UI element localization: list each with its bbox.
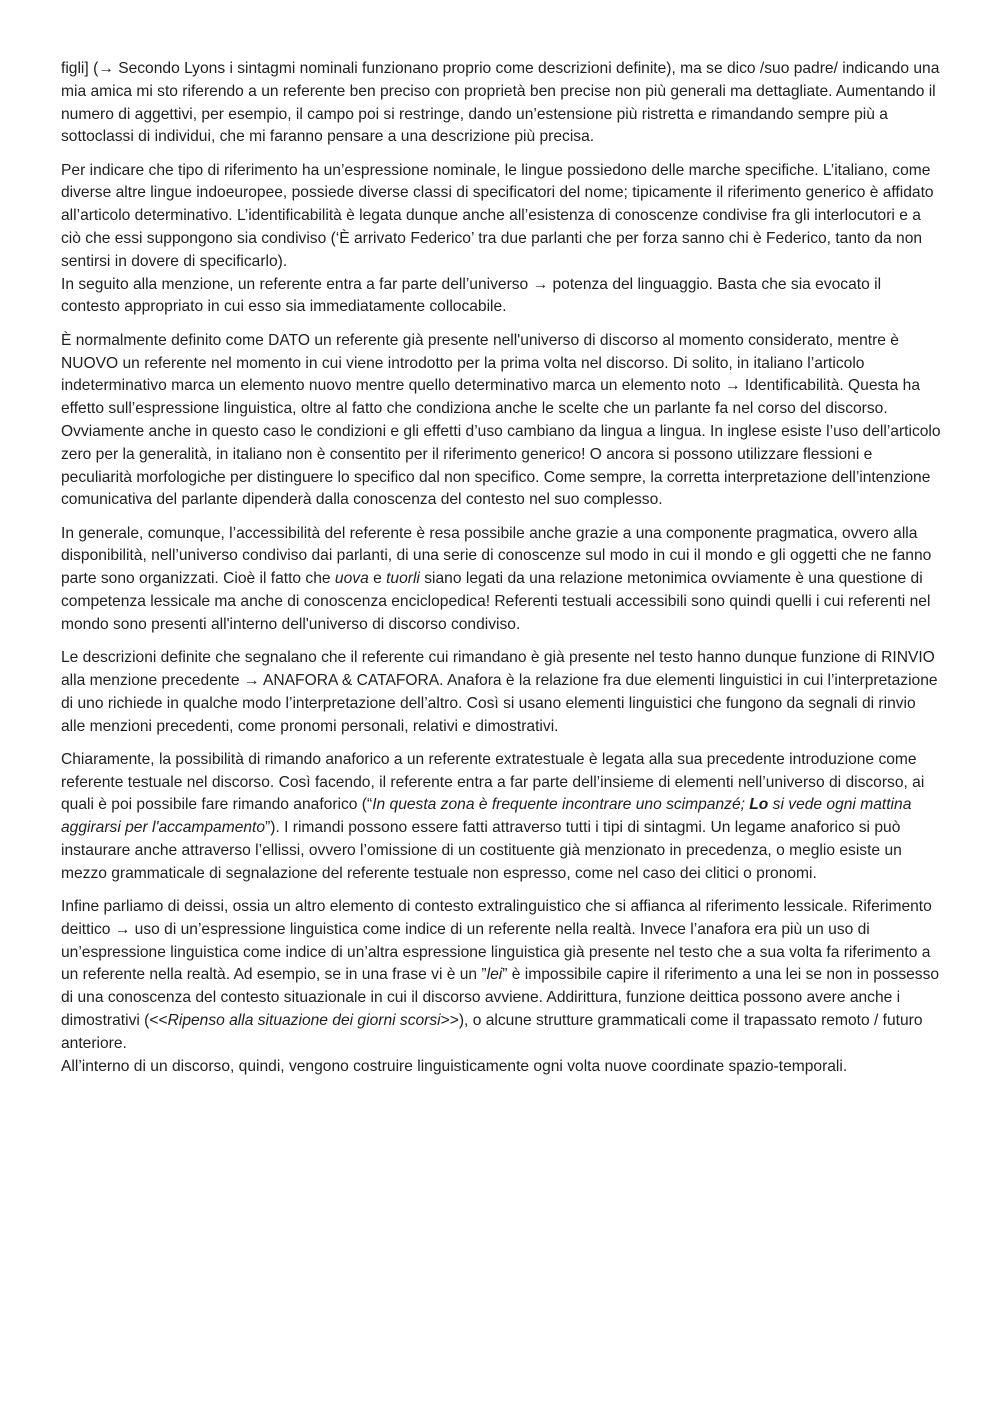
arrow-icon: → [243, 671, 260, 689]
text-segment: e [368, 570, 387, 588]
paragraph [61, 330, 943, 512]
text-segment: figli] ( [61, 60, 99, 77]
text-segment: Chiaramente, la possibilità di rimando anaforico a un referente extratestuale è legata alla sua precedente introduzione come referente testuale nel discorso. Così facendo, il referente entra a far parte dell’insieme di elementi nell’universo di discorso, ai quali è poi possibile fare rimando anaforico (“ [61, 750, 925, 814]
text-segment: Secondo Lyons i sintagmi nominali funzionano proprio come descrizioni definite), ma se dico /suo padre/ indicando una mia amica mi sto riferendo a un referente ben preciso con proprietà ben precise non più generali ma dettagliate. Aumentando il numero di aggettivi, per esempio, il campo poi si restringe, dando un’estensione più ristretta e rimandando sempre più a sottoclassi di individui, che mi faranno pensare a una descrizione più precisa. [61, 60, 940, 146]
text-segment: In questa zona è frequente incontrare uno scimpanzé; [372, 796, 750, 814]
text-segment: ”). I rimandi possono essere fatti attraverso tutti i tipi di sintagmi. Un legame anaforico si può instaurare anche attraverso l’ellissi, ovvero l’omissione di un costituente già menzionato in precedenza, o meglio esiste un mezzo grammaticale di segnalazione del referente testuale non espresso, come nel caso dei clitici o pronomi. [61, 819, 902, 882]
text-segment: >>), o alcune strutture grammaticali come il trapassato remoto / futuro anteriore. [61, 1012, 923, 1052]
text-segment: In generale, comunque, l’accessibilità del referente è resa possibile anche grazie a una componente pragmatica, ovvero alla disponibilità, nell’universo condiviso dai parlanti, di una serie di conoscenze sul modo in cui il mondo e gli oggetti che ne fanno parte sono organizzati. Cioè il fatto che [61, 524, 932, 588]
document-page [61, 58, 943, 1078]
text-segment: Per indicare che tipo di riferimento ha un’espressione nominale, le lingue possiedono delle marche specifiche. L’italiano, come diverse altre lingue indoeuropee, possiede diverse classi di specificatori del nome; tipicamente il riferimento generico è affidato all’articolo determinativo. L’identificabilità è legata dunque anche all’esistenza di conoscenze condivise fra gli interlocutori e a ciò che essi suppongono sia condiviso (‘È arrivato Federico’ tra due parlanti che per forza sanno chi è Federico, tanto da non sentirsi in dovere di specificarlo). [61, 161, 934, 270]
text-segment: All’interno di un discorso, quindi, vengono costruire linguisticamente ogni volta nuove coordinate spazio-temporali. [61, 1057, 848, 1075]
paragraph [61, 896, 943, 1056]
paragraph [61, 523, 943, 637]
arrow-icon: → [532, 275, 549, 293]
text-segment: tuorli [386, 570, 420, 588]
text-segment: ANAFORA & CATAFORA. Anafora è la relazione fra due elementi linguistici in cui l’interpretazione di uno richiede in qualche modo l’interpretazione dell’altro. Così si usano elementi linguistici che fungono da segnali di rinvio alle menzioni precedenti, come pronomi personali, relativi e dimostrativi. [61, 671, 938, 735]
text-segment: potenza del linguaggio. Basta che sia evocato il contesto appropriato in cui esso sia immediatamente collocabile. [61, 275, 882, 316]
paragraph [61, 749, 943, 886]
arrow-icon: → [98, 60, 114, 77]
text-segment: Infine parliamo di deissi, ossia un altro elemento di contesto extralinguistico che si affianca al riferimento lessicale. Riferimento deittico [61, 898, 932, 938]
text-segment: È normalmente definito come DATO un referente già presente nell'universo di discorso al momento considerato, mentre è NUOVO un referente nel momento in cui viene introdotto per la prima volta nel discorso. Di solito, in italiano l’articolo indeterminativo marca un elemento nuovo mentre quello determinativo marca un elemento noto [61, 331, 899, 395]
text-segment: uova [334, 570, 369, 588]
paragraph [61, 274, 943, 320]
paragraph [61, 1056, 943, 1079]
text-segment: si vede ogni mattina aggirarsi per l'accampamento [61, 796, 912, 837]
text-segment: lei [486, 966, 503, 984]
text-segment: Identificabilità. Questa ha effetto sull’espressione linguistica, oltre al fatto che condiziona anche le scelte che un parlante fa nel corso del discorso. Ovviamente anche in questo caso le condizioni e gli effetti d’uso cambiano da lingua a lingua. In inglese esiste l’uso dell’articolo zero per la generalità, in italiano non è consentito per il riferimento generico! O ancora si possono utilizzare flessioni e peculiarità morfologiche per distinguere lo specifico dal non specifico. Come sempre, la corretta interpretazione dell’intenzione comunicativa del parlante dipenderà dalla conoscenza del contesto nel suo complesso. [61, 377, 941, 509]
text-segment: siano legati da una relazione metonimica ovviamente è una questione di competenza lessicale ma anche di conoscenza enciclopedica! Referenti testuali accessibili sono quindi quelli i cui referenti nel mondo sono presenti all'interno dell'universo di discorso condiviso. [61, 570, 931, 633]
arrow-icon: → [724, 377, 741, 395]
text-segment: ” è impossibile capire il riferimento a una lei se non in possesso di una conoscenza del contesto situazionale in cui il discorso avviene. Addirittura, funzione deittica possono avere anche i dimostrativi (<< [61, 966, 940, 1030]
paragraph [61, 160, 943, 274]
text-segment: Lo [749, 796, 769, 814]
text-segment: uso di un’espressione linguistica come indice di un referente nella realtà. Invece l’anafora era più un uso di un’espressione linguistica come indice di un’altra espressione linguistica già presente nel testo che a sua volta fa riferimento a un referente nella realtà. Ad esempio, se in una frase vi è un ” [61, 920, 931, 984]
arrow-icon: → [114, 920, 131, 938]
text-segment: In seguito alla menzione, un referente entra a far parte dell’universo [61, 275, 533, 293]
paragraph [61, 647, 943, 738]
text-segment: Ripenso alla situazione dei giorni scorsi [167, 1012, 441, 1030]
text-segment: Le descrizioni definite che segnalano che il referente cui rimandano è già presente nel testo hanno dunque funzione di RINVIO alla menzione precedente [61, 649, 935, 689]
paragraph [61, 58, 943, 149]
